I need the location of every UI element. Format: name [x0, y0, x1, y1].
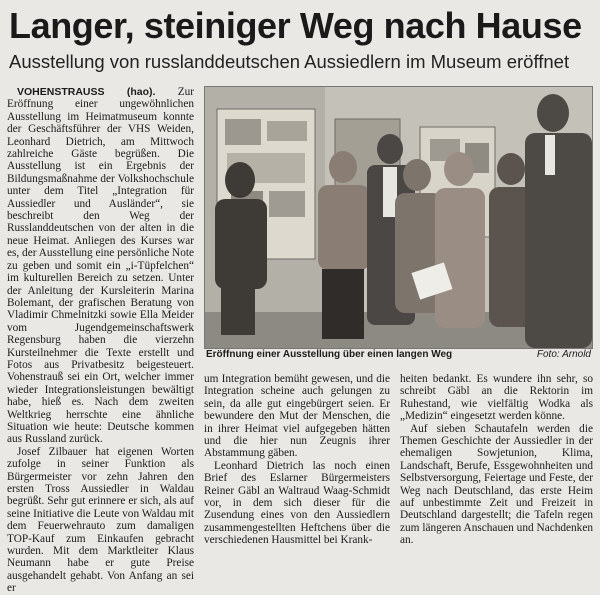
lead-paragraph	[7, 86, 194, 446]
article-column-3	[400, 373, 593, 547]
body-paragraph: Auf sieben Schautafeln werden die Themen Geschichte der Aussiedler in der ehemaligen Sowjetunion, Klima, Landschaft, Berufe, Essgewohnheiten und Selbstversorgung, Feiertage und Feste, der Weg nach Deutschland, das erste Heim auf unbestimmte Zeit und Freizeit in Deutschland dargestellt; die Tafeln regen zum längeren Anschauen und Nachdenken an.	[400, 422, 593, 547]
body-paragraph: um Integration bemüht gewesen, und die Integration scheine auch gelungen zu sein, da alle gut eingebürgert seien. Er bewundere den Mut der Menschen, die in ihrer Heimat viel aufgegeben hätten und die hier nun Zeugnis ihrer Abstammung gäben.	[204, 373, 390, 460]
photo-caption-row	[204, 349, 593, 363]
photo-caption: Eröffnung einer Ausstellung über einen langen Weg	[206, 349, 453, 360]
news-photo	[204, 86, 593, 349]
photo-credit: Foto: Arnold	[536, 349, 591, 360]
article-column-1	[7, 86, 194, 595]
article-column-2	[204, 373, 390, 547]
body-paragraph: Leonhard Dietrich las noch einen Brief des Eslarner Bürgermeisters Reiner Gäbl an Waltraud Waag-Schmidt vor, in dem sich dieser für die Zusendung eines von den Aussiedlern zusammengestellten Heftchens über die verschiedenen Hausmittel bei Krank-	[204, 459, 390, 547]
lead-text: Zur Eröffnung einer ungewöhnlichen Ausstellung im Heimatmuseum konnte der Geschäftsführer der VHS Weiden, Leonhard Dietrich, am Mittwoch zahlreiche Gäste begrüßen. Die Ausstellung ist ein Ergebnis der Bildungsmaßnahme der Volkshochschule unter dem Titel „Integration für Aussiedler und Ausländer“, sie beschreibt den Weg der Russlanddeutschen von der alten in die neue Heimat. Anliegen des Kurses war es, der Ausstellung eine persönliche Note zu geben und somit ein „i-Tüpfelchen“ im kulturellen Bereich zu setzen. Unter der Anleitung der Kursleiterin Marina Bolemant, der grafischen Beratung von Vladimir Chmelnitzki sowie Ella Meider vom Jugendgemeinschaftswerk Regensburg haben die vierzehn Kursteilnehmer die Texte erstellt und Fotos aus Privatbesitz beigesteuert. Vohenstrauß sei ein Ort, welcher immer wieder Integrationsleistungen bewältigt habe, hieß es. Nach dem zweiten Weltkrieg herrschte eine ähnliche Situation wie heute: Deutsche kommen aus Russland zurück.	[7, 86, 194, 446]
subheadline: Ausstellung von russlanddeutschen Aussiedlern im Museum eröffnet	[9, 51, 570, 72]
body-paragraph: heiten bedankt. Es wundere ihn sehr, so schreibt Gäbl an die Rektorin im Ruhestand, wie vielfältig Wodka als „Medizin“ eingesetzt werden könne.	[400, 373, 593, 423]
photo-image	[205, 87, 592, 348]
headline: Langer, steiniger Weg nach Hause	[9, 5, 582, 46]
dateline: VOHENSTRAUSS (hao).	[17, 86, 156, 98]
body-paragraph: Josef Zilbauer hat eigenen Worten zufolge in seiner Funktion als Bürgermeister vor zehn Jahren den ersten Tross Aussiedler in Waldau begrüßt. Sehr gut erinnere er sich, als auf seine Initiative die Leute von Waldau mit dem Feuerwehrauto zum damaligen TOP-Kauf zum Einkaufen gebracht wurden. Mit dem Marktleiter Klaus Neumann habe er gute Preise ausgehandelt gehabt. Von Anfang an sei er	[7, 445, 194, 595]
